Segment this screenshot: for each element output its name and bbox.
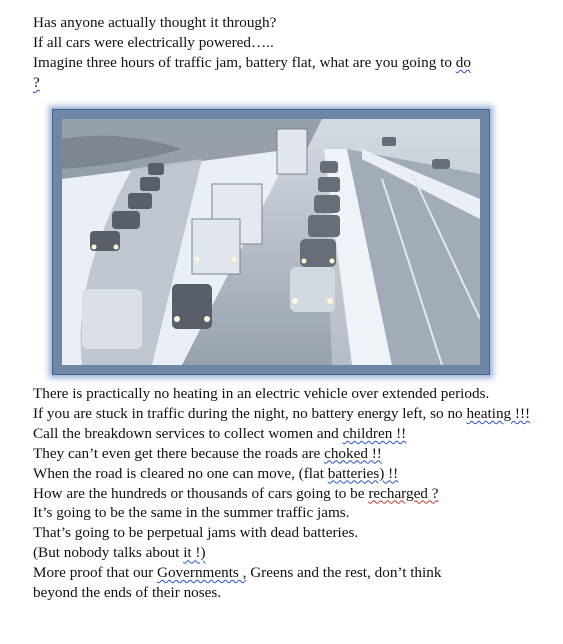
paragraph-summer: It’s going to be the same in the summer traffic jams. [33, 504, 350, 522]
paragraph-choked-text: They can’t even get there because the roads are [33, 444, 325, 462]
paragraph-nobody-text: (But nobody talks about [33, 544, 184, 562]
intro-text [33, 13, 545, 93]
paragraph-heating: There is practically no heating in an electric vehicle over extended periods. [33, 385, 490, 402]
paragraph-cleared-text: When the road is cleared no one can move, (flat [33, 464, 328, 482]
paragraph-nobody [33, 543, 538, 563]
spellcheck-children: children !! [342, 424, 407, 442]
paragraph-breakdown-text: Call the breakdown services to collect women and [33, 424, 343, 442]
spellcheck-word-do: do [455, 54, 471, 71]
intro-line-4 [33, 73, 545, 93]
intro-line-2: If all cars were electrically powered….. [33, 34, 274, 51]
paragraph-recharged-text: How are the hundreds or thousands of cars going to be [33, 484, 369, 502]
spellcheck-governments: Governments , [157, 564, 247, 582]
paragraph-noses: beyond the ends of their noses. [33, 584, 222, 602]
paragraph-cleared [33, 464, 538, 484]
paragraph-perpetual: That’s going to be perpetual jams with dead batteries. [33, 524, 359, 542]
spellcheck-recharged: recharged ? [368, 484, 439, 502]
paragraph-breakdown [33, 424, 538, 444]
intro-line-1: Has anyone actually thought it through? [33, 14, 277, 31]
paragraph-stuck-text: If you are stuck in traffic during the night, no battery energy left, so no [33, 404, 467, 422]
body-text [33, 384, 538, 603]
paragraph-governments [33, 563, 538, 583]
paragraph-stuck [33, 404, 538, 424]
spellcheck-choked: choked !! [324, 444, 382, 462]
traffic-jam-photo [52, 109, 490, 375]
paragraph-recharged [33, 484, 538, 504]
intro-line-3-text: Imagine three hours of traffic jam, battery flat, what are you going to [33, 54, 456, 71]
spellcheck-batteries: batteries) !! [327, 464, 399, 482]
paragraph-choked [33, 444, 538, 464]
spellcheck-question-mark: ? [33, 74, 40, 91]
snowy-highway-illustration [62, 119, 480, 365]
paragraph-governments-rest: Greens and the rest, don’t think [246, 564, 442, 582]
paragraph-governments-text: More proof that our [33, 564, 157, 582]
spellcheck-it: it !) [183, 544, 206, 562]
spellcheck-heating: heating !!! [466, 404, 531, 422]
intro-line-3 [33, 53, 545, 73]
